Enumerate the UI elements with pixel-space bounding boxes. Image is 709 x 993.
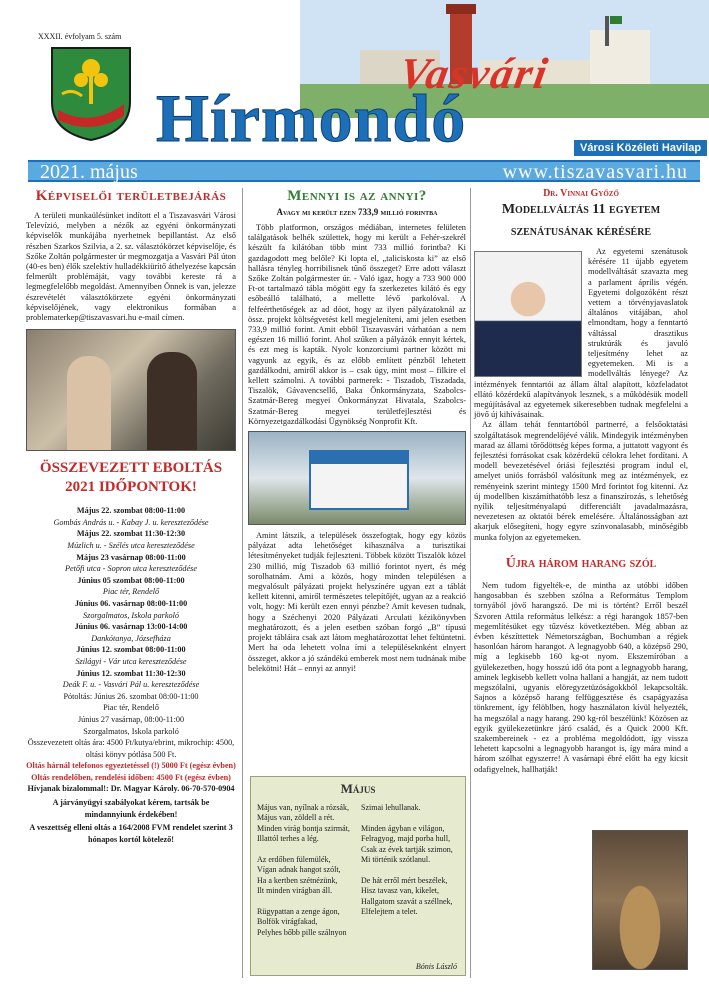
notice: A járványügyi szabályokat kérem, tartsák be mindannyiunk érdekében!: [52, 798, 210, 819]
city-crest-icon: [48, 44, 134, 142]
article-heading: Képviselői területbejárás: [35, 188, 227, 204]
dateline-bar: [28, 160, 700, 182]
article-subheading: Avagy mi került ezen 733,9 millió forintba: [276, 207, 438, 217]
price-highlight: Oltás rendelőben, rendelési időben: 4500 Ft (egész évben): [31, 772, 231, 782]
extra-info: Szorgalmatos, Iskola parkoló: [83, 726, 179, 736]
vet-contact: Hívjanak bizalommal!: Dr. Magyar Károly. 06-70-570-0904: [27, 784, 235, 794]
column-right: [474, 188, 688, 775]
schedule-item: Június 05 szombat 08:00-11:00 Piac tér, Rendelő: [77, 575, 185, 597]
edition-label: XXXII. évfolyam 5. szám: [38, 32, 122, 41]
article-heading: Mennyi is az annyi?: [287, 188, 427, 204]
article-body: Az egyetemi szenátusok kérésére 11 újabb egyetem modellváltását szavazta meg a parlament április végén. Egyetemi dolgozóként részt vettem a törvényjavaslatok általános vitájában, ahol elmondtam, hogy a fenntartó váltással drasztikus struktúrák és javuló teljesítmény lehet az egyetemeken. Mi is a modellváltás lényege? Az intézmények fenntartói az állam által alapított, közfeladatot ellátó közérdekű alapítványok lesznek, s a működésük modell megújításával az egyetemek sikeresebben tudnak megfelelni a jövő új kihívásainak. Az állam tehát fenntartóból partnerré, a felsőoktatási szolgáltatások megrendelőjévé válik. Mindegyik intézményben marad az állami tőrődöttség képes forma, a juttatott vagyont és fejlesztési forrásokat csak közérdekű célokra lehet fordítani. A modell bevezetésével óriási fejlesztési program indul el, amelyet uniós forrásból valósítunk meg az intézmények, ez reményeink szerint mintegy 1500 Mrd forintot fog kitenni. Az új modellben kiszámíthatóbb lesz a finanszírozás, s lehetőség nyílik teljesítményalapú differenciált javadalmazásra, nevezetesen az oktatói bérek emelésére. Általánosságban azt akarjuk elősegíteni, hogy egyre színvonalasabb, minőségibb munka folyjon az egyetemeken.: [474, 247, 688, 542]
title-script: Vasvári: [395, 49, 553, 98]
vaccination-schedule: [26, 505, 236, 845]
price-highlight: Oltás hárnál telefonos egyeztetéssel (!) 5000 Ft (egész évben): [26, 761, 236, 771]
poem-stanza-left: Május van, nyílnak a rózsák, Május van, zöldell a rét. Minden virág bontja szirmát, Illattól terhes a lég. Az erdőben fülemülék, Vígan adnak hangot szólt, Ha a kertben szétnézünk, Ilt minden virágban áll. Rügypattan a zenge ágon, Bolfök virágfakad, Pelyhes bőbb pille szálnyon: [257, 803, 350, 937]
column-left: [26, 188, 236, 845]
schedule-item: Június 12. szombat 08:00-11:00 Szilágyi - Vár utca kereszteződése: [75, 645, 187, 666]
schedule-item: Május 22. szombat 11:30-12:30 Múzlich u. - Szélés utca kereszteződése: [67, 529, 195, 551]
poem-title: Május: [340, 781, 376, 796]
bells-article: [474, 553, 688, 775]
author-portrait: [474, 251, 582, 377]
masthead: [0, 0, 709, 160]
extra-info: Pótoltás: Június 26. szombat 08:00-11:00: [63, 691, 199, 701]
website-link[interactable]: www.tiszavasvari.hu: [502, 161, 688, 183]
issue-date: 2021. május: [40, 161, 138, 183]
schedule-item: Május 23 vasárnap 08:00-11:00 Petőfi utca - Sopron utca kereszteződése: [65, 552, 197, 574]
article-body: Több platformon, országos médiában, internetes felületen találgatások belhék születtek, hogy mi került a Fehér-szekrél készült fa kilátóban több mint 733 millió forintba? Ki gazdagodott meg belőle? Ki lopta el, „taliciskosta ki” az első hallásra tényleg horribilisnek tűnő összeget? Erre adott választ Szőke Zoltán polgármester úr. - Való igaz, hogy a 733 900 000 Ft-ot tartalmazó tábla mögött egy fa szerkezetes kilátó és egy esőbeálló található, a mellette lévő parkolóval. A felfeérthetőségek az ad dóot, hogy az ilyen pályázatoknál az össz. projekt költségvetést kell megjeleníteni, ami jelen esetben 733,9 millió forint. Amit ebből Tiszavasvári várhatóan a nem egészen 16 millió forint. Ahol szűken a pályázók ennyit kértek, és ezt meg is kapták. Nyolc konzorciumi partner között mi vagyunk az egyik, és az előbb említett pénzből lehetett gazdálkodni, amiről akkor is – csak úgy, mint most – filkire el kellett számolni. A további partnerek: - Tiszadob, Tiszadada, Tiszalök, Gávavencsellő, Baka Önkormányzata, Szabolcs-Szatmár-Bereg megyei Önkormányzat Hivatala, Szabolcs-Szatmár-Bereg megyei területfejlesztési és Környezetgazdálkodási Ügynökség Nonprofit Kft.: [248, 223, 466, 426]
poem-box: [250, 776, 466, 976]
tagline: Városi Közéleti Havilap: [574, 140, 707, 156]
notice: A veszettség elleni oltás a 164/2008 FVM rendelet szerint 3 hónapos kortól kötelező!: [29, 823, 233, 844]
schedule-item: Június 06. vasárnap 08:00-11:00 Szorgalmatos, Iskola parkoló: [74, 598, 188, 620]
poem-stanza-right: Szimai lehullanak. Minden ágyban e világon, Felragyog, majd porba hull, Csak az évek tartják szimon, Mi történik szótlanul. De hát erről mért beszélek, Hisz tavasz van, kikelet, Hallgatom szavát a széllnek, Elfelejtem a telet.: [361, 803, 453, 917]
price-info: Összevezetett oltás ára: 4500 Ft/kutya/ebrint, mikrochip: 4500, oltási könyv pótlása 500 Ft.: [27, 738, 235, 759]
article-heading: Újra három harang szól: [505, 555, 657, 571]
column-divider: [242, 188, 243, 978]
extra-info: Piac tér, Rendelő: [103, 703, 159, 713]
article-heading: Modellváltás 11 egyetem szenátusának kérésére: [501, 202, 661, 239]
schedule-item: Június 06. vasárnap 13:00-14:00 Dankótanya, Józsefháza: [74, 622, 188, 643]
column-middle: [248, 188, 466, 674]
column-divider: [470, 188, 471, 978]
extra-info: Június 27 vasárnap, 08:00-11:00: [77, 714, 185, 724]
schedule-item: Május 22. szombat 08:00-11:00 Gombás András u. - Kabay J. u. kereszteződése: [53, 506, 209, 527]
photo-inspection: [26, 329, 236, 451]
article-body: A területi munkaülésünket indított el a Tiszavasvári Városi Televízió, melyben a nézők az egyéni önkormányzati képviselők munkájába nyerhetnek bepillantást. Az első részben Szarkos Szilvia, a 2. sz. választókörzet képviselője, és Szőke Zoltán polgármester úr megmozgatja a Vasvári Pál úton (40-es ben) élők szelektív hulladékkiürítő áthelyezése kapcsán felmerült problémáját, vagy további kereste rá a legmegfelelőbb megoldást. Amennyiben Önnek is van, jelezze észrevételét választókörzete egyéni önkormányzati képviselőjének, vagy elektronikus formában a problematerkep@tiszavasvari.hu e-mail címen.: [26, 211, 236, 323]
title-main: Hírmondó: [156, 80, 467, 156]
author-name: Dr. Vinnai Győző: [543, 188, 619, 199]
article-body: Amint látszik, a települések összefogtak, hogy egy közös pályázat adta lehetőséget kihasználva a turisztikai létesítményeket tudják fejleszteni. Többek között Tiszalök közel 230 millió, míg Tiszadob 63 millió forintot nyert, és még sorolhatnám. Ami a közös, hogy minden településen a megvalósult pályázati projekt helyszínére ugyan ezt a táblát kellett kitenni, amiről természetes telepítőjét, ugyan az a reakció volt, hogy: Mi került ezen ennyi pénzbe? Amit kevesen tudnak, hogy a Széchenyi 2020 Pályázati Arculati kézikönyvben meghatározott, és a jelen esetben szóban forgó „B” típusú projekt tábláira csak azt látom meghatározottat lehet feltüntetni. Mert ha oda lehetett volna írni a településeknként elnyert összeget, akkor a jó szándékú emberek most nem tudnának mibe belekötni! Hát – ennyi az annyi!: [248, 531, 466, 673]
schedule-item: Június 12. szombat 11:30-12:30 Deák F. u. - Vasvári Pál u. kereszteződése: [62, 668, 200, 690]
article-body: Nem tudom figyelték-e, de mintha az utóbbi időben hangosabban és szebben szólna a Református Templom tornyából jövő harangszó. De mi is történt? Erről beszél Szvoren Attila református lelkész: a régi harangok 1857-ben megemlítésüket egy tűzvész következtében. Még abban az évben készíttettek Németországban, Bochumban a régiek hasonlóan három harangot. A legnagyobb 640, a középső 290, míg a legkisebb 160 kg-ot nyom. Ekszemíróban a gyülekezetben, hogy hosszú idő óta pont a legnagyobb harang, aminek legkisebb kellett volna hallani a hangját, az nem tudott megszólalni, ugyanis elöregyzetüzóságokkból lekapcsolták. Sajnos a középső harang felfüggesztése és csapágyazása tönkrement, így félöblben, hogy használaton kívül helyezték, ha megszólal a nagy harang. 290 kg-ról beszélünk! Közösen az egyik gyülekezetünkre járó család, és a Quick 2000 Kft. szakembereinek - ez a probléma megoldódott, így vissza lehetett kapcsolni a legnagyobb harangot is, így mára mind a három szólhat egyszerre! A vasárnapi ébré előtt ha egy kicsit odafigyelnek, hallhatják!: [474, 580, 688, 774]
vaccination-heading: ÖSSZEVEZETT EBOLTÁS 2021 IDŐPONTOK!: [39, 460, 223, 496]
bell-photo: [592, 830, 688, 970]
photo-project-sign: [248, 431, 466, 525]
poem-author: Bónis László: [415, 962, 457, 971]
